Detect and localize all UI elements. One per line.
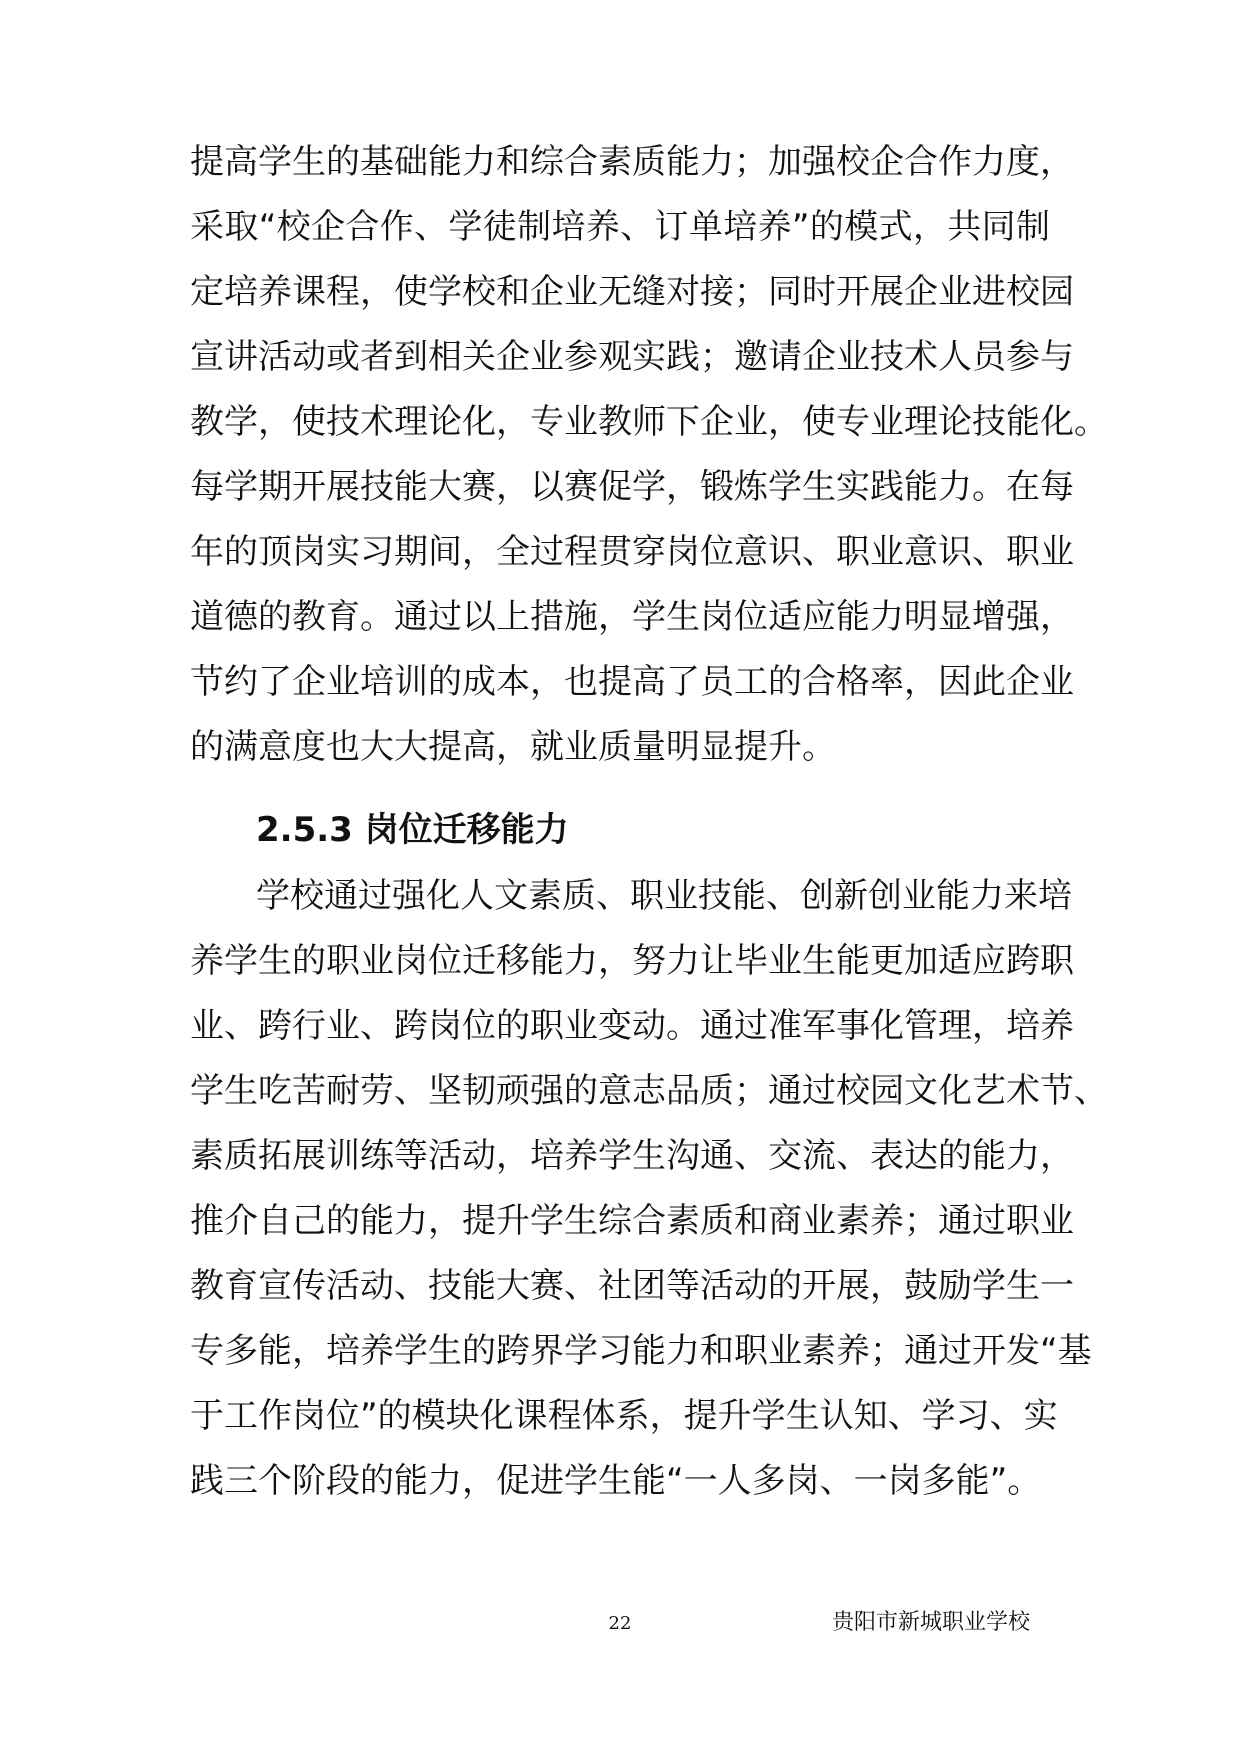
paragraph-line: 道德的教育。通过以上措施，学生岗位适应能力明显增强， xyxy=(190,597,1074,637)
paragraph-line: 采取“校企合作、学徒制培养、订单培养”的模式，共同制 xyxy=(190,207,1050,247)
paragraph-line: 的满意度也大大提高，就业质量明显提升。 xyxy=(190,727,836,767)
paragraph-line: 推介自己的能力，提升学生综合素质和商业素养；通过职业 xyxy=(190,1201,1074,1241)
paragraph-line: 养学生的职业岗位迁移能力，努力让毕业生能更加适应跨职 xyxy=(190,941,1074,981)
paragraph-line: 专多能，培养学生的跨界学习能力和职业素养；通过开发“基 xyxy=(190,1331,1092,1371)
paragraph-line: 定培养课程，使学校和企业无缝对接；同时开展企业进校园 xyxy=(190,272,1074,312)
paragraph-line: 素质拓展训练等活动，培养学生沟通、交流、表达的能力， xyxy=(190,1136,1074,1176)
paragraph-line: 年的顶岗实习期间，全过程贯穿岗位意识、职业意识、职业 xyxy=(190,532,1074,572)
paragraph-line: 宣讲活动或者到相关企业参观实践；邀请企业技术人员参与 xyxy=(190,337,1074,377)
paragraph-line: 学生吃苦耐劳、坚韧顽强的意志品质；通过校园文化艺术节、 xyxy=(190,1071,1108,1111)
section-heading: 2.5.3 岗位迁移能力 xyxy=(256,810,569,850)
footer-school-name: 贵阳市新城职业学校 xyxy=(831,1610,1030,1635)
paragraph-line: 节约了企业培训的成本，也提高了员工的合格率，因此企业 xyxy=(190,662,1074,702)
paragraph-line: 教育宣传活动、技能大赛、社团等活动的开展，鼓励学生一 xyxy=(190,1266,1074,1306)
paragraph-line: 每学期开展技能大赛，以赛促学，锻炼学生实践能力。在每 xyxy=(190,467,1074,507)
paragraph-post-transfer-ability xyxy=(190,864,1108,1514)
page-number: 22 xyxy=(608,1613,632,1634)
paragraph-line: 提高学生的基础能力和综合素质能力；加强校企合作力度， xyxy=(190,142,1074,182)
paragraph-line: 学校通过强化人文素质、职业技能、创新创业能力来培 xyxy=(256,876,1072,916)
paragraph-line: 业、跨行业、跨岗位的职业变动。通过准军事化管理，培养 xyxy=(190,1006,1074,1046)
paragraph-line: 于工作岗位”的模块化课程体系，提升学生认知、学习、实 xyxy=(190,1396,1058,1436)
paragraph-line: 教学，使技术理论化，专业教师下企业，使专业理论技能化。 xyxy=(190,402,1108,442)
paragraph-line: 践三个阶段的能力，促进学生能“一人多岗、一岗多能”。 xyxy=(190,1461,1042,1501)
paragraph-employment-quality xyxy=(190,130,1108,780)
